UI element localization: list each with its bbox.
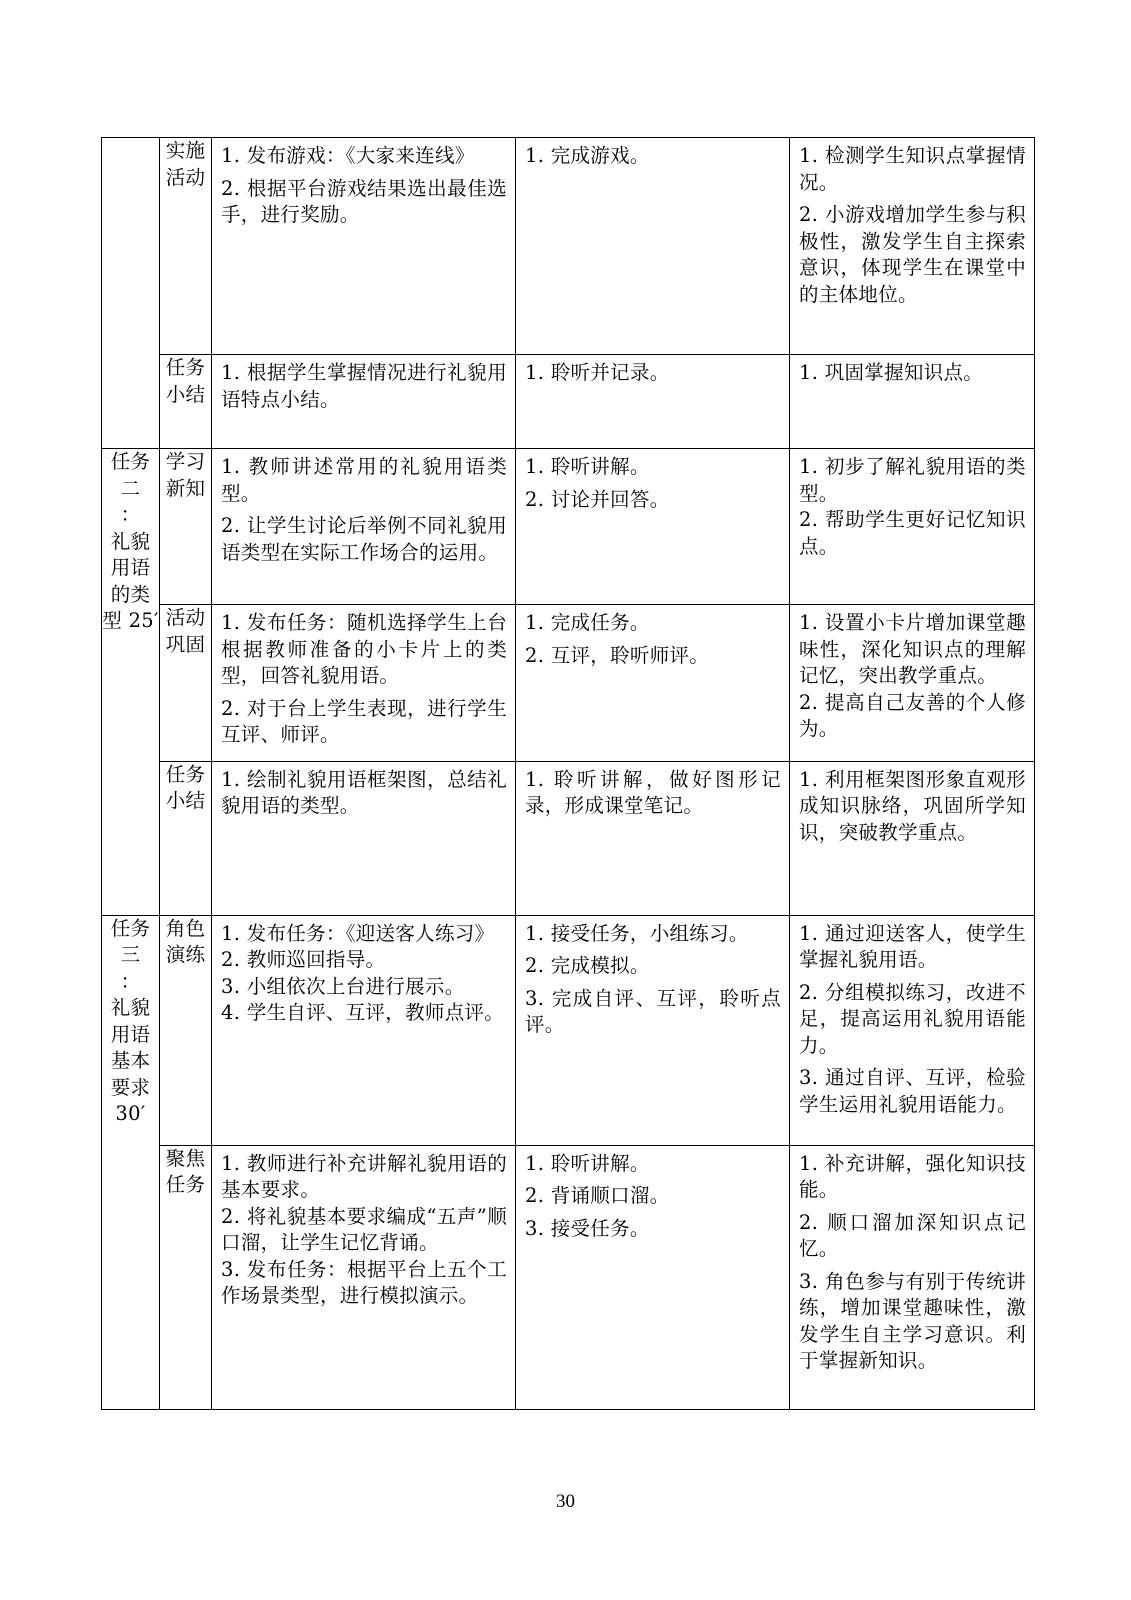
task-cell-continued — [102, 138, 160, 449]
design-purpose-cell: 1. 巩固掌握知识点。 — [790, 355, 1035, 449]
teacher-activity-cell: 1. 根据学生掌握情况进行礼貌用语特点小结。 — [212, 355, 516, 449]
design-purpose-cell: 1. 补充讲解，强化知识技能。 2. 顺口溜加深知识点记忆。 3. 角色参与有别于传统讲练，增加课堂趣味性，激发学生自主学习意识。利于掌握新知识。 — [790, 1145, 1035, 1409]
student-activity-cell: 1. 聆听讲解。 2. 背诵顺口溜。 3. 接受任务。 — [516, 1145, 790, 1409]
teacher-activity-cell: 1. 发布任务：《迎送客人练习》 2. 教师巡回指导。 3. 小组依次上台进行展示。 4. 学生自评、互评，教师点评。 — [212, 915, 516, 1145]
student-activity-cell: 1. 聆听讲解。 2. 讨论并回答。 — [516, 449, 790, 605]
design-purpose-cell: 1. 设置小卡片增加课堂趣味性，深化知识点的理解记忆，突出教学重点。 2. 提高自己友善的个人修为。 — [790, 605, 1035, 762]
design-purpose-cell: 1. 通过迎送客人，使学生掌握礼貌用语。 2. 分组模拟练习，改进不足，提高运用礼貌用语能力。 3. 通过自评、互评，检验学生运用礼貌用语能力。 — [790, 915, 1035, 1145]
stage-cell: 任务 小结 — [160, 761, 212, 915]
table-row — [102, 449, 1035, 605]
teacher-activity-cell: 1. 教师进行补充讲解礼貌用语的基本要求。 2. 将礼貌基本要求编成“五声”顺口溜，让学生记忆背诵。 3. 发布任务：根据平台上五个工作场景类型，进行模拟演示。 — [212, 1145, 516, 1409]
table-row — [102, 761, 1035, 915]
student-activity-cell: 1. 聆听并记录。 — [516, 355, 790, 449]
stage-cell: 任务 小结 — [160, 355, 212, 449]
lesson-plan-table — [101, 137, 1035, 1410]
table-row — [102, 1145, 1035, 1409]
design-purpose-cell: 1. 利用框架图形象直观形成知识脉络，巩固所学知识，突破教学重点。 — [790, 761, 1035, 915]
stage-cell: 实施 活动 — [160, 138, 212, 355]
stage-cell: 角色 演练 — [160, 915, 212, 1145]
student-activity-cell: 1. 接受任务，小组练习。 2. 完成模拟。 3. 完成自评、互评，聆听点评。 — [516, 915, 790, 1145]
student-activity-cell: 1. 完成任务。 2. 互评，聆听师评。 — [516, 605, 790, 762]
design-purpose-cell: 1. 初步了解礼貌用语的类型。 2. 帮助学生更好记忆知识点。 — [790, 449, 1035, 605]
stage-cell: 学习 新知 — [160, 449, 212, 605]
stage-cell: 聚焦 任务 — [160, 1145, 212, 1409]
teacher-activity-cell: 1. 发布游戏：《大家来连线》 2. 根据平台游戏结果选出最佳选手，进行奖励。 — [212, 138, 516, 355]
teacher-activity-cell: 1. 绘制礼貌用语框架图，总结礼貌用语的类型。 — [212, 761, 516, 915]
design-purpose-cell: 1. 检测学生知识点掌握情况。 2. 小游戏增加学生参与积极性，激发学生自主探索意识，体现学生在课堂中的主体地位。 — [790, 138, 1035, 355]
stage-cell: 活动 巩固 — [160, 605, 212, 762]
teacher-activity-cell: 1. 发布任务：随机选择学生上台根据教师准备的小卡片上的类型，回答礼貌用语。 2. 对于台上学生表现，进行学生互评、师评。 — [212, 605, 516, 762]
table-row — [102, 138, 1035, 355]
table-row — [102, 605, 1035, 762]
table-row — [102, 355, 1035, 449]
task-cell: 任务 二 ： 礼貌 用语 的类 型 25′ — [102, 449, 160, 916]
teacher-activity-cell: 1. 教师讲述常用的礼貌用语类型。 2. 让学生讨论后举例不同礼貌用语类型在实际工作场合的运用。 — [212, 449, 516, 605]
student-activity-cell: 1. 聆听讲解，做好图形记录，形成课堂笔记。 — [516, 761, 790, 915]
table-row — [102, 915, 1035, 1145]
student-activity-cell: 1. 完成游戏。 — [516, 138, 790, 355]
page-number: 30 — [556, 1491, 575, 1512]
task-cell: 任务 三 ： 礼貌 用语 基本 要求 30′ — [102, 915, 160, 1409]
